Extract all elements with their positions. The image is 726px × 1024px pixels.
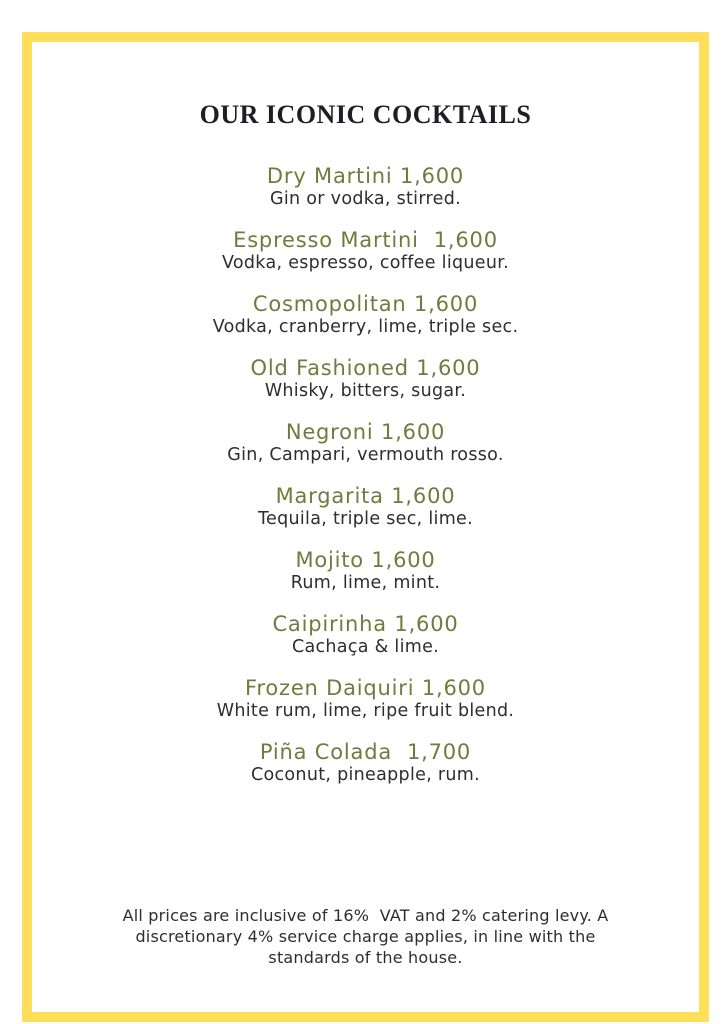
cocktail-description: Rum, lime, mint. (290, 573, 441, 593)
cocktail-name-and-price: Old Fashioned 1,600 (250, 356, 481, 380)
menu-item (32, 163, 699, 209)
cocktail-description: Cachaça & lime. (291, 637, 440, 657)
menu-title: OUR ICONIC COCKTAILS (199, 100, 532, 129)
cocktail-description: Whisky, bitters, sugar. (264, 381, 467, 401)
cocktail-list (32, 163, 699, 785)
cocktail-name-and-price: Frozen Daiquiri 1,600 (245, 676, 486, 700)
menu-item (32, 611, 699, 657)
cocktail-description: Gin or vodka, stirred. (270, 189, 461, 209)
cocktail-description: Vodka, espresso, coffee liqueur. (221, 253, 510, 273)
cocktail-name-and-price: Espresso Martini 1,600 (233, 228, 498, 252)
cocktail-name-and-price: Negroni 1,600 (285, 420, 446, 444)
cocktail-description: Gin, Campari, vermouth rosso. (227, 445, 504, 465)
cocktail-description: Tequila, triple sec, lime. (257, 509, 473, 529)
cocktail-description: Coconut, pineapple, rum. (250, 765, 481, 785)
menu-item (32, 483, 699, 529)
menu-item (32, 355, 699, 401)
menu-item (32, 739, 699, 785)
cocktail-name-and-price: Caipirinha 1,600 (272, 612, 459, 636)
cocktail-name-and-price: Margarita 1,600 (275, 484, 456, 508)
cocktail-description: Vodka, cranberry, lime, triple sec. (212, 317, 519, 337)
footer-note: All prices are inclusive of 16% VAT and 2% catering levy. A discretionary 4% service charge applies, in line with the standards of the house. (122, 906, 614, 967)
menu-item (32, 675, 699, 721)
menu-item (32, 419, 699, 465)
menu-item (32, 291, 699, 337)
menu-item (32, 227, 699, 273)
cocktail-name-and-price: Cosmopolitan 1,600 (252, 292, 479, 316)
menu-item (32, 547, 699, 593)
cocktail-name-and-price: Dry Martini 1,600 (266, 164, 465, 188)
menu-card (22, 32, 709, 1022)
cocktail-name-and-price: Piña Colada 1,700 (259, 740, 472, 764)
cocktail-name-and-price: Mojito 1,600 (295, 548, 436, 572)
cocktail-description: White rum, lime, ripe fruit blend. (216, 701, 515, 721)
